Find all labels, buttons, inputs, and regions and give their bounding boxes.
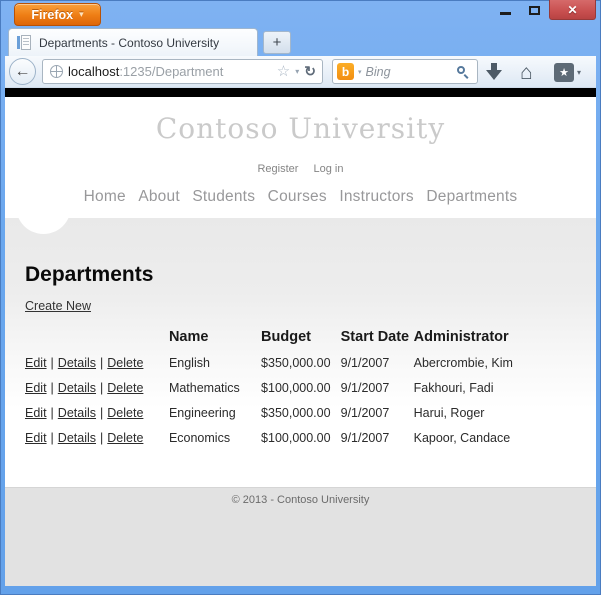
cell-budget: $100,000.00: [261, 431, 331, 445]
edit-link[interactable]: Edit: [25, 406, 47, 420]
reload-icon[interactable]: ↻: [304, 63, 316, 79]
details-link[interactable]: Details: [57, 356, 97, 370]
main-content: [25, 88, 576, 487]
row-actions: [25, 426, 169, 451]
firefox-menu-label: Firefox: [31, 7, 74, 22]
departments-table: [25, 329, 576, 451]
column-header-name: Name: [168, 329, 209, 345]
search-icon[interactable]: [456, 65, 470, 79]
bookmarks-button[interactable]: [554, 60, 581, 84]
bookmark-star-icon[interactable]: ☆: [276, 63, 291, 80]
delete-link[interactable]: Delete: [107, 356, 144, 370]
search-box[interactable]: [332, 59, 478, 84]
search-input[interactable]: [366, 65, 452, 79]
download-arrow-icon: [486, 63, 502, 81]
details-link[interactable]: Details: [57, 381, 97, 395]
cell-name: Engineering: [168, 406, 236, 420]
browser-tab[interactable]: [8, 28, 258, 56]
separator: |: [100, 381, 104, 395]
nav-item-about[interactable]: About: [138, 188, 180, 205]
cell-budget: $350,000.00: [261, 356, 331, 370]
column-header-start-date: Start Date: [340, 329, 410, 345]
table-row: [25, 376, 576, 401]
bing-logo-icon[interactable]: b: [337, 63, 354, 80]
downloads-button[interactable]: [486, 60, 502, 84]
column-header-budget: Budget: [261, 329, 311, 345]
cell-administrator: Abercrombie, Kim: [413, 356, 513, 370]
minimize-icon: [500, 12, 511, 15]
cell-administrator: Harui, Roger: [413, 406, 485, 420]
edit-link[interactable]: Edit: [25, 356, 47, 370]
table-row: [25, 426, 576, 451]
row-actions: [25, 351, 169, 376]
register-link[interactable]: Register: [257, 163, 299, 175]
separator: |: [100, 406, 104, 420]
bookmarks-star-icon: ★: [554, 63, 574, 82]
cell-start-date: 9/1/2007: [340, 381, 390, 395]
chevron-down-icon: ▾: [577, 67, 582, 77]
delete-link[interactable]: Delete: [107, 431, 144, 445]
firefox-menu-button[interactable]: [14, 3, 101, 26]
tab-title: Departments - Contoso University: [39, 35, 220, 50]
chevron-down-icon: ▾: [79, 9, 84, 19]
cell-name: Mathematics: [168, 381, 240, 395]
nav-item-students[interactable]: Students: [192, 188, 256, 205]
separator: |: [50, 431, 54, 445]
nav-item-courses[interactable]: Courses: [267, 188, 327, 205]
url-path: :1235/Department: [119, 64, 224, 79]
url-host: localhost: [68, 64, 120, 79]
cell-budget: $100,000.00: [261, 381, 331, 395]
navigation-toolbar: [5, 56, 596, 88]
table-row: [25, 351, 576, 376]
address-bar[interactable]: [42, 59, 323, 84]
close-button[interactable]: [549, 0, 596, 20]
minimize-button[interactable]: [491, 0, 520, 20]
page-title: Departments: [25, 263, 154, 286]
cell-start-date: 9/1/2007: [340, 356, 390, 370]
details-link[interactable]: Details: [57, 406, 97, 420]
separator: |: [50, 381, 54, 395]
delete-link[interactable]: Delete: [107, 381, 144, 395]
site-footer: [5, 487, 596, 586]
separator: |: [100, 356, 104, 370]
nav-item-departments[interactable]: Departments: [426, 188, 518, 205]
separator: |: [50, 356, 54, 370]
footer-text: © 2013 - Contoso University: [231, 494, 370, 506]
page-viewport: [5, 88, 596, 586]
separator: |: [100, 431, 104, 445]
back-arrow-icon: ←: [14, 62, 31, 80]
maximize-icon: [529, 6, 540, 15]
separator: |: [50, 406, 54, 420]
new-tab-button[interactable]: +: [263, 31, 291, 54]
edit-link[interactable]: Edit: [25, 381, 47, 395]
edit-link[interactable]: Edit: [25, 431, 47, 445]
cell-name: Economics: [168, 431, 231, 445]
chevron-down-icon[interactable]: ▾: [358, 68, 362, 76]
table-header-row: [25, 329, 576, 351]
nav-item-home[interactable]: Home: [83, 188, 126, 205]
window-controls: [491, 0, 596, 20]
create-new-link[interactable]: Create New: [25, 299, 91, 313]
cell-budget: $350,000.00: [261, 406, 331, 420]
cell-name: English: [168, 356, 210, 370]
login-link[interactable]: Log in: [313, 163, 344, 175]
site-globe-icon: [50, 65, 63, 78]
home-button[interactable]: [520, 60, 533, 84]
chevron-down-icon[interactable]: ▾: [295, 67, 300, 76]
cell-start-date: 9/1/2007: [340, 431, 390, 445]
delete-link[interactable]: Delete: [107, 406, 144, 420]
cell-start-date: 9/1/2007: [340, 406, 390, 420]
home-icon: ⌂: [520, 60, 533, 84]
site-brand: Contoso University: [155, 112, 446, 145]
nav-item-instructors[interactable]: Instructors: [339, 188, 414, 205]
back-button[interactable]: [9, 58, 36, 85]
cell-administrator: Kapoor, Candace: [413, 431, 511, 445]
column-header-administrator: Administrator: [413, 329, 509, 345]
details-link[interactable]: Details: [57, 431, 97, 445]
table-row: [25, 401, 576, 426]
url-text[interactable]: [68, 64, 272, 79]
maximize-button[interactable]: [520, 0, 549, 20]
close-icon: ✕: [567, 2, 578, 17]
row-actions: [25, 401, 169, 426]
page-favicon-icon: [17, 35, 32, 50]
column-header-actions: [25, 329, 169, 351]
row-actions: [25, 376, 169, 401]
cell-administrator: Fakhouri, Fadi: [413, 381, 494, 395]
